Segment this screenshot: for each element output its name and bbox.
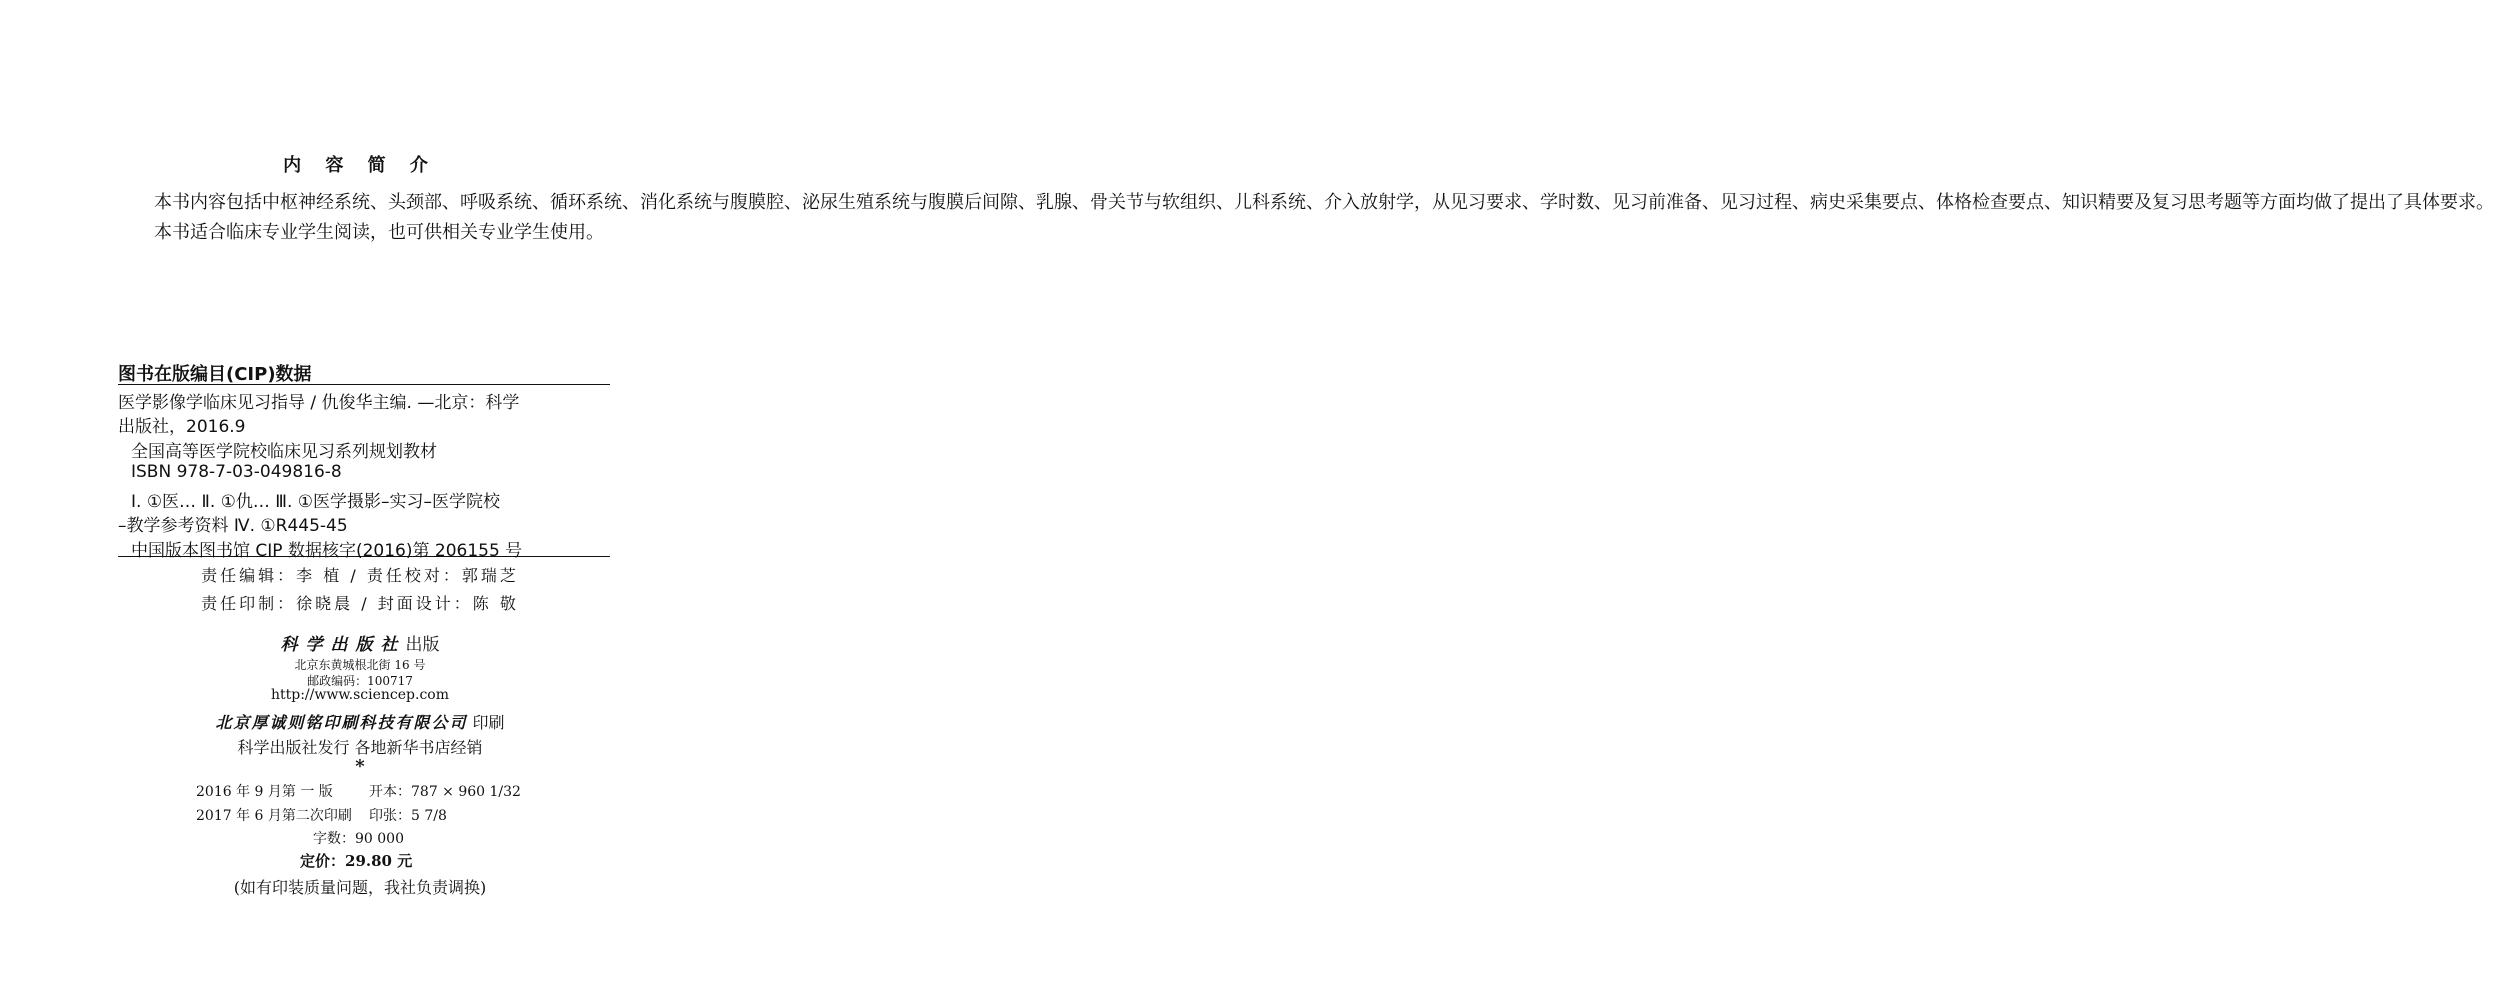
cip-heading: 图书在版编目(CIP)数据 (118, 364, 312, 385)
cip-bottom-rule (118, 556, 610, 557)
cip-line: Ⅰ. ①医… Ⅱ. ①仇… Ⅲ. ①医学摄影–实习–医学院校 (131, 492, 501, 512)
publisher-suffix: 出版 (405, 635, 440, 655)
cip-line: –教学参考资料 Ⅳ. ①R445-45 (118, 516, 348, 536)
summary-text (118, 188, 2494, 248)
distribution-line: 科学出版社发行 各地新华书店经销 (237, 738, 483, 757)
summary-paragraph: 本书适合临床专业学生阅读，也可供相关专业学生使用。 (154, 222, 604, 243)
printer-name: 北京厚诚则铭印刷科技有限公司 (215, 713, 468, 732)
publisher-line (0, 630, 720, 655)
edition-info: 2016 年 9 月第 一 版 (196, 784, 333, 800)
publisher-url: http://www.sciencep.com (270, 687, 449, 703)
publisher-address: 北京东黄城根北街 16 号 (294, 658, 426, 672)
cip-top-rule (118, 384, 610, 385)
publisher-name: 科学出版社 (280, 635, 406, 655)
summary-title: 内 容 简 介 (283, 155, 437, 176)
staff-line-editors: 责任编辑：李 植 / 责任校对：郭瑞芝 (201, 566, 519, 585)
word-count: 字数：90 000 (313, 831, 404, 847)
reprint-info: 2017 年 6 月第二次印刷 (196, 808, 352, 824)
printer-line (0, 710, 720, 733)
cip-record: 中国版本图书馆 CIP 数据核字(2016)第 206155 号 (131, 541, 523, 561)
cip-line: ISBN 978-7-03-049816-8 (131, 462, 342, 482)
format-info: 开本：787 × 960 1/32 (369, 784, 521, 800)
cip-line: 医学影像学临床见习指导 / 仇俊华主编. —北京：科学 (118, 393, 520, 413)
price-line (300, 850, 412, 871)
quality-note: (如有印装质量问题，我社负责调换) (233, 878, 487, 897)
printer-suffix: 印刷 (472, 713, 505, 732)
staff-line-production: 责任印制：徐晓晨 / 封面设计：陈 敬 (201, 594, 519, 613)
separator-asterisk: * (355, 756, 365, 777)
publisher-postcode: 邮政编码：100717 (307, 674, 413, 688)
summary-paragraph: 本书内容包括中枢神经系统、头颈部、呼吸系统、循环系统、消化系统与腹膜腔、泌尿生殖系统与腹膜后间隙、乳腺、骨关节与软组织、儿科系统、介入放射学，从见习要求、学时数、见习前准备、见习过程、病史采集要点、体格检查要点、知识精要及复习思考题等方面均做了提出了具体要求。 (154, 192, 2494, 213)
cip-line: 出版社，2016.9 (118, 417, 246, 437)
price-value: 29.80 元 (345, 852, 413, 870)
cip-line: 全国高等医学院校临床见习系列规划教材 (131, 442, 437, 462)
sheets-info: 印张：5 7/8 (369, 808, 447, 824)
price-label: 定价： (300, 852, 346, 870)
